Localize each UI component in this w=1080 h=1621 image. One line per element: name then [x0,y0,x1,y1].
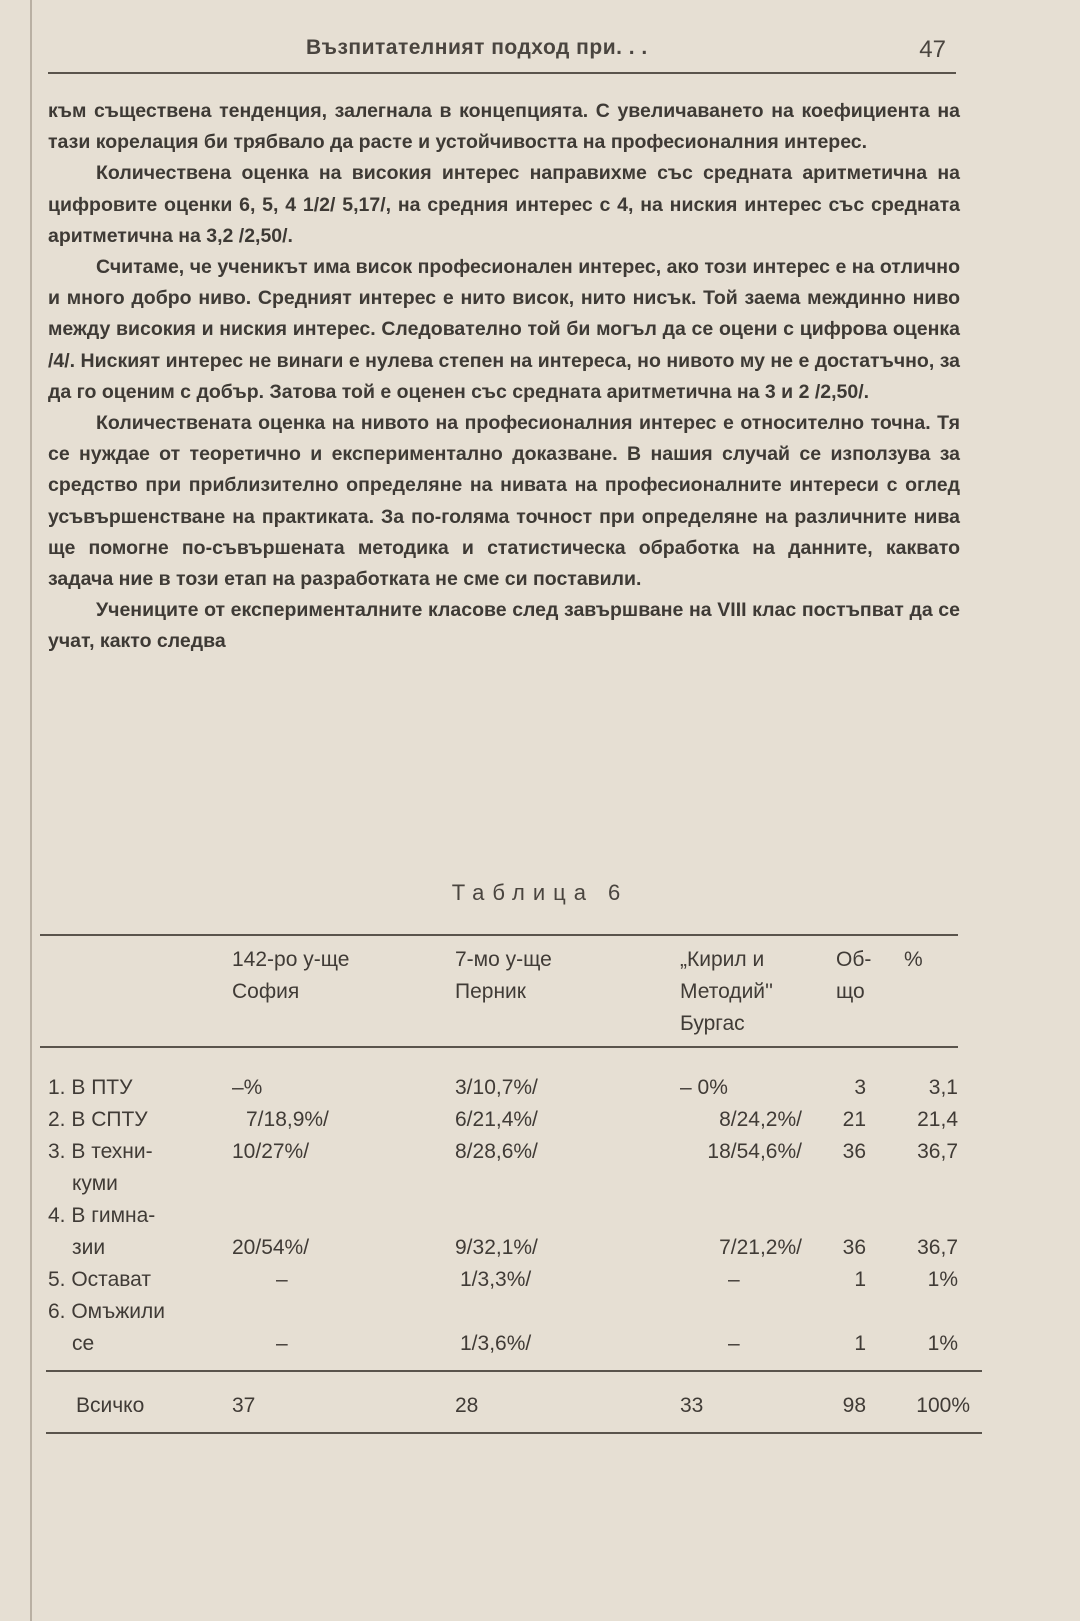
row-3-school3: 18/54,6%/ [707,1140,802,1163]
row-6-label-line2: се [72,1332,95,1355]
row-1-total: 3 [854,1076,866,1099]
row-3-label-line1: 3. В техни- [48,1140,153,1163]
row-4-label-line1: 4. В гимна- [48,1204,156,1227]
row-6-school3: – [728,1332,740,1355]
paragraph-2: Количествена оценка на високия интерес направихме със средната аритметична на цифровите оценки 6, 5, 4 1/2/ 5,17/, на средния интерес с 4, на ниския интерес със средната аритметична на 3,2 /2,50/. [48,162,960,247]
book-spine-edge [30,0,32,1621]
table-top-rule [40,934,958,936]
row-2-label: 2. В СПТУ [48,1108,148,1131]
totals-label: Всичко [76,1394,145,1417]
table-header-rule [40,1046,958,1048]
row-6-total: 1 [854,1332,866,1355]
totals-school2: 28 [455,1394,479,1417]
row-5-school3: – [728,1268,740,1291]
row-6-percent: 1% [927,1332,958,1355]
row-4-total: 36 [842,1236,866,1259]
totals-total: 98 [842,1394,866,1417]
row-5-school2: 1/3,3%/ [460,1268,532,1291]
row-6-school2: 1/3,6%/ [460,1332,532,1355]
row-4-percent: 36,7 [917,1236,958,1259]
header-school1-line1: 142-ро у-ще [232,948,350,971]
page-header [48,36,956,74]
row-1-percent: 3,1 [928,1076,958,1099]
table-caption: Таблица 6 [451,880,629,905]
row-3-total: 36 [842,1140,866,1163]
paragraph-5: Учениците от експерименталните класове след завършване на VIII клас постъпват да се учат, както следва [48,599,960,653]
page-number: 47 [919,36,946,63]
row-3-percent: 36,7 [917,1140,958,1163]
row-2-school1: 7/18,9%/ [246,1108,329,1131]
header-school3-line1: „Кирил и [680,948,765,971]
header-school3-line2: Методий'' [680,980,774,1003]
row-5-total: 1 [854,1268,866,1291]
row-6-label-line1: 6. Омъжили [48,1300,166,1323]
row-4-label-line2: зии [72,1236,106,1259]
totals-school1: 37 [232,1394,256,1417]
header-total-line1: Об- [836,948,872,971]
paragraph-1: към съществена тенденция, залегнала в концепцията. С увеличаването на коефициента на тази корелация би трябвало да расте и устойчивостта на професионалния интерес. [48,100,960,154]
row-3-school2: 8/28,6%/ [455,1140,538,1163]
row-5-percent: 1% [927,1268,958,1291]
row-3-label-line2: куми [72,1172,118,1195]
totals-percent: 100% [916,1394,970,1417]
totals-school3: 33 [680,1394,704,1417]
row-4-school2: 9/32,1%/ [455,1236,538,1259]
body-text [48,96,960,658]
row-3-school1: 10/27%/ [232,1140,310,1163]
row-1-school3: – 0% [680,1076,728,1099]
row-2-school3: 8/24,2%/ [719,1108,802,1131]
row-2-total: 21 [842,1108,866,1131]
row-5-label: 5. Остават [48,1268,152,1291]
paragraph-3: Считаме, че ученикът има висок професионален интерес, ако този интерес е на отлично и много добро ниво. Средният интерес е нито висок, нито нисък. Той заема междинно ниво между високия и ниския интерес. Следователно той би могъл да се оцени с цифрова оценка /4/. Ниският интерес не винаги е нулева степен на интереса, но нивото му не е достатъчно, за да го оценим с добър. Затова той е оценен със средната аритметична на 3 и 2 /2,50/. [48,256,960,403]
paragraph-4: Количествената оценка на нивото на професионалния интерес е относително точна. Тя се нуждае от теоретично и експериментално доказване. В нашия случай се използува за средство при приблизително определяне на нивата на професионалните интереси с оглед усъвършенстване на практиката. За по-голяма точност при определяне на различните нива ще помогне по-съвършената методика и статистическа обработка на данните, каквато задача ние в този етап на разработката не сме си поставили. [48,412,960,591]
row-1-label: 1. В ПТУ [48,1076,133,1099]
header-percent: % [904,948,923,971]
row-2-school2: 6/21,4%/ [455,1108,538,1131]
row-4-school1: 20/54%/ [232,1236,310,1259]
header-school3-line3: Бургас [680,1012,745,1035]
row-6-school1: – [276,1332,288,1355]
table-bottom-rule [46,1432,982,1434]
row-4-school3: 7/21,2%/ [719,1236,802,1259]
running-title: Възпитателният подход при. . . [306,36,648,59]
row-2-percent: 21,4 [917,1108,958,1131]
row-1-school1: –% [232,1076,263,1099]
header-total-line2: що [836,980,865,1003]
row-5-school1: – [276,1268,288,1291]
header-school2-line1: 7-мо у-ще [455,948,552,971]
header-school1-line2: София [232,980,300,1003]
table-totals-rule [46,1370,982,1372]
header-school2-line2: Перник [455,980,526,1003]
row-1-school2: 3/10,7%/ [455,1076,538,1099]
